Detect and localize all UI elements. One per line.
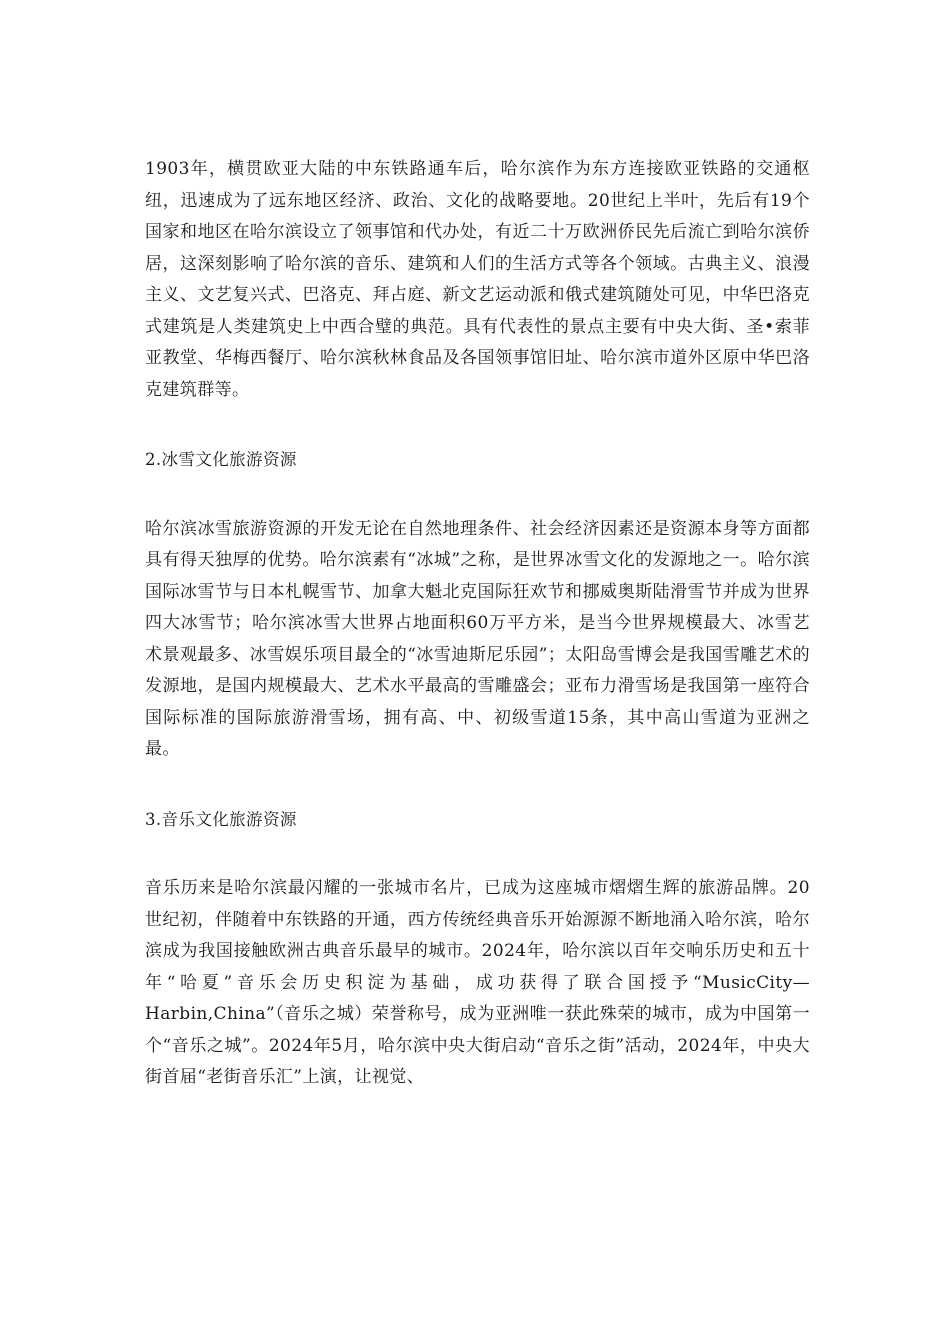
document-body: [145, 154, 810, 1094]
section-heading-ice-snow: 2.冰雪文化旅游资源: [145, 450, 297, 469]
paragraph-gap: [145, 766, 810, 804]
paragraph-music: 音乐历来是哈尔滨最闪耀的一张城市名片，已成为这座城市熠熠生辉的旅游品牌。20世纪初，伴随着中东铁路的开通，西方传统经典音乐开始源源不断地涌入哈尔滨，哈尔滨成为我国接触欧洲古典音乐最早的城市。2024年，哈尔滨以百年交响乐历史和五十年“哈夏”音乐会历史积淀为基础，成功获得了联合国授予“MusicCity—Harbin,China”（音乐之城）荣誉称号，成为亚洲唯一获此殊荣的城市，成为中国第一个“音乐之城”。2024年5月，哈尔滨中央大街启动“音乐之街”活动，2024年，中央大街首届“老街音乐汇”上演，让视觉、: [145, 878, 810, 1087]
section-heading-music: 3.音乐文化旅游资源: [145, 809, 297, 829]
paragraph-gap: [145, 476, 810, 514]
paragraph-architecture: 1903年，横贯欧亚大陆的中东铁路通车后，哈尔滨作为东方连接欧亚铁路的交通枢纽，迅速成为了远东地区经济、政治、文化的战略要地。20世纪上半叶，先后有19个国家和地区在哈尔滨设立了领事馆和代办处，有近二十万欧洲侨民先后流亡到哈尔滨侨居，这深刻影响了哈尔滨的音乐、建筑和人们的生活方式等各个领域。古典主义、浪漫主义、文艺复兴式、巴洛克、拜占庭、新文艺运动派和俄式建筑随处可见，中华巴洛克式建筑是人类建筑史上中西合璧的典范。具有代表性的景点主要有中央大街、圣•索菲亚教堂、华梅西餐厅、哈尔滨秋林食品及各国领事馆旧址、哈尔滨市道外区原中华巴洛克建筑群等。: [145, 159, 810, 400]
paragraph-ice-snow: 哈尔滨冰雪旅游资源的开发无论在自然地理条件、社会经济因素还是资源本身等方面都具有得天独厚的优势。哈尔滨素有“冰城”之称，是世界冰雪文化的发源地之一。哈尔滨国际冰雪节与日本札幌雪节、加拿大魁北克国际狂欢节和挪威奥斯陆滑雪节并成为世界四大冰雪节；哈尔滨冰雪大世界占地面积60万平方米，是当今世界规模最大、冰雪艺术景观最多、冰雪娱乐项目最全的“冰雪迪斯尼乐园”；太阳岛雪博会是我国雪雕艺术的发源地，是国内规模最大、艺术水平最高的雪雕盛会；亚布力滑雪场是我国第一座符合国际标准的国际旅游滑雪场，拥有高、中、初级雪道15条，其中高山雪道为亚洲之最。: [145, 518, 810, 759]
paragraph-gap: [145, 406, 810, 444]
paragraph-gap: [145, 835, 810, 873]
